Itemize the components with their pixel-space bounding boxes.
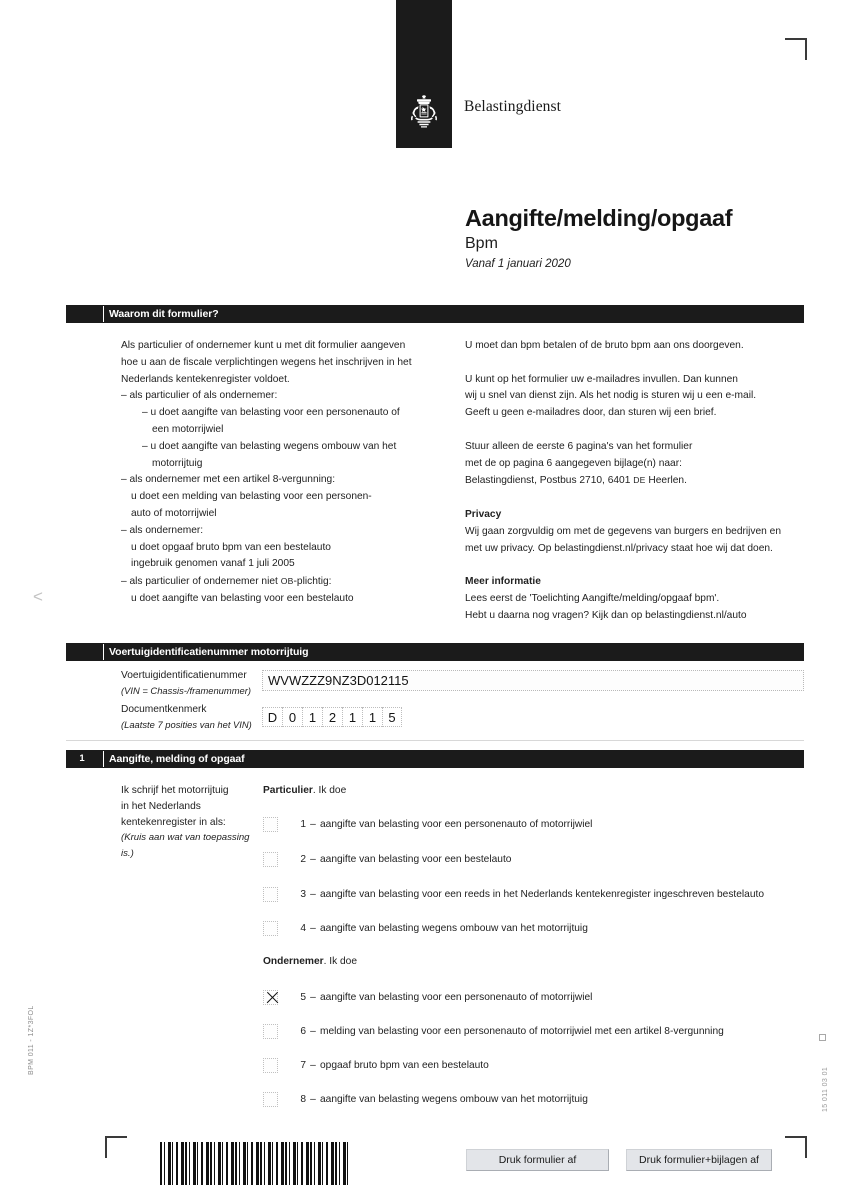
meer-informatie-line: Hebt u daarna nog vragen? Kijk dan op belastingdienst.nl/auto [465, 609, 747, 621]
section-bar-title: Waarom dit formulier? [109, 308, 219, 320]
checkbox[interactable] [263, 921, 278, 936]
intro-line: Nederlands kentekenregister voldoet. [121, 373, 290, 385]
intro-right-column [465, 338, 810, 625]
documentkenmerk-char-cell[interactable]: 1 [342, 707, 362, 727]
documentkenmerk-field-label [121, 702, 271, 732]
section-bar-title: Voertuigidentificatienummer motorrijtuig [109, 646, 309, 658]
documentkenmerk-char-cell[interactable]: 0 [282, 707, 302, 727]
meer-informatie-heading: Meer informatie [465, 576, 541, 588]
address-line: Belastingdienst, Postbus 2710, 6401 DE Heerlen. [465, 475, 687, 487]
intro-bullet-line: u doet aangifte van belasting voor een bestelauto [131, 592, 354, 604]
option-label: aangifte van belasting voor een personenauto of motorrijwiel [320, 818, 593, 830]
option-row-4[interactable] [263, 920, 808, 936]
group-heading-bold: Particulier [263, 785, 313, 796]
privacy-heading: Privacy [465, 508, 502, 520]
aangifte-lead-text [121, 783, 256, 862]
checkbox[interactable] [263, 817, 278, 832]
vin-input[interactable] [262, 670, 804, 691]
section-bar-vin [66, 643, 804, 661]
spacer [465, 355, 810, 372]
intro-bullet-line: – als particulier of als ondernemer: [121, 390, 278, 402]
option-row-1[interactable] [263, 816, 808, 832]
option-number: 1 [300, 818, 306, 830]
option-dash: – [310, 1025, 316, 1037]
option-dash: – [310, 991, 316, 1003]
checkbox[interactable] [263, 1058, 278, 1073]
group-heading-ondernemer: Ondernemer. Ik doe [263, 956, 357, 967]
option-number: 5 [300, 991, 306, 1003]
option-row-7[interactable] [263, 1057, 808, 1073]
option-row-3[interactable] [263, 886, 808, 902]
documentkenmerk-input[interactable] [262, 707, 402, 727]
bar-separator [103, 306, 104, 322]
intro-bullet-line: – als ondernemer met een artikel 8-vergunning: [121, 474, 336, 486]
option-dash: – [310, 853, 316, 865]
intro-bullet-line: u doet opgaaf bruto bpm van een bestelauto [131, 541, 331, 553]
spacer [465, 490, 810, 507]
spacer [465, 422, 810, 439]
small-caps-abbr: OB [280, 576, 294, 587]
documentkenmerk-char-cell[interactable]: 5 [382, 707, 402, 727]
option-row-6[interactable] [263, 1023, 808, 1039]
margin-code-right: 15 011 03 01 [822, 1066, 829, 1112]
option-dash: – [310, 1093, 316, 1105]
intro-bullet-line: auto of motorrijwiel [131, 507, 217, 519]
option-label: aangifte van belasting voor een bestelauto [320, 853, 512, 865]
option-label: aangifte van belasting wegens ombouw van het motorrijtuig [320, 1093, 588, 1105]
option-dash: – [310, 818, 316, 830]
barcode-icon [160, 1142, 350, 1185]
option-label: aangifte van belasting voor een personenauto of motorrijwiel [320, 991, 593, 1003]
section-divider [66, 740, 804, 741]
option-number: 8 [300, 1093, 306, 1105]
intro-bullet-line: – u doet aangifte van belasting voor een personenauto of [142, 407, 400, 419]
privacy-line: met uw privacy. Op belastingdienst.nl/privacy staat hoe wij dat doen. [465, 542, 773, 554]
option-row-5[interactable] [263, 989, 808, 1005]
option-label: melding van belasting voor een personenauto of motorrijwiel met een artikel 8-vergunning [320, 1025, 724, 1037]
vin-label-sub: (VIN = Chassis-/framenummer) [121, 685, 251, 696]
intro-bullet-line: motorrijtuig [152, 457, 203, 469]
group-heading-bold: Ondernemer [263, 956, 324, 967]
section-bar-aangifte [66, 750, 804, 768]
checkbox[interactable] [263, 852, 278, 867]
option-dash: – [310, 922, 316, 934]
intro-bullet-line: ingebruik genomen vanaf 1 juli 2005 [131, 558, 295, 570]
netherlands-coat-of-arms-icon [407, 94, 441, 134]
print-form-attachments-button[interactable]: Druk formulier+bijlagen af [626, 1149, 772, 1171]
intro-line: U moet dan bpm betalen of de bruto bpm aan ons doorgeven. [465, 340, 744, 351]
intro-line: wij u snel van dienst zijn. Als het nodig is sturen wij u een e-mail. [465, 390, 757, 402]
intro-line: Geeft u geen e-mailadres door, dan sturen wij een brief. [465, 407, 717, 419]
intro-line: U kunt op het formulier uw e-mailadres invullen. Dan kunnen [465, 373, 738, 385]
option-label: aangifte van belasting wegens ombouw van het motorrijtuig [320, 922, 588, 934]
intro-bullet-line: u doet een melding van belasting voor een personen- [131, 491, 372, 503]
option-row-8[interactable] [263, 1091, 808, 1107]
intro-bullet-line: – u doet aangifte van belasting wegens ombouw van het [142, 440, 397, 452]
small-caps-abbr: DE [633, 475, 646, 486]
documentkenmerk-char-cell[interactable]: D [262, 707, 282, 727]
crop-mark-bottom-left [105, 1136, 127, 1158]
checkbox[interactable] [263, 1092, 278, 1107]
intro-line: hoe u aan de fiscale verplichtingen wegens het inschrijven in het [121, 356, 412, 368]
documentkenmerk-char-cell[interactable]: 1 [362, 707, 382, 727]
intro-bullet-line: – als ondernemer: [121, 524, 204, 536]
bar-separator [103, 644, 104, 660]
vin-label-main: Voertuigidentificatienummer [121, 670, 247, 681]
lead-line: in het Nederlands [121, 800, 201, 812]
intro-left-column [121, 338, 451, 608]
option-number: 6 [300, 1025, 306, 1037]
print-form-button[interactable]: Druk formulier af [466, 1149, 609, 1171]
vin-field-label [121, 668, 261, 698]
intro-line: Stuur alleen de eerste 6 pagina's van het formulier [465, 440, 693, 452]
option-label: opgaaf bruto bpm van een bestelauto [320, 1059, 489, 1071]
option-number: 3 [300, 888, 306, 900]
option-row-2[interactable] [263, 851, 808, 867]
intro-line: Als particulier of ondernemer kunt u met dit formulier aangeven [121, 340, 406, 351]
margin-code-left: BPM 011 - 1Z*3FOL [28, 1005, 35, 1075]
documentkenmerk-char-cell[interactable]: 1 [302, 707, 322, 727]
option-number: 4 [300, 922, 306, 934]
chevron-left-marker-icon: < [33, 587, 43, 606]
crop-mark-bottom-right [785, 1136, 807, 1158]
intro-bullet-line: – als particulier of ondernemer niet OB-plichtig: [121, 576, 332, 588]
privacy-line: Wij gaan zorgvuldig om met de gegevens van burgers en bedrijven en [465, 525, 781, 537]
intro-bullet-line: een motorrijwiel [152, 423, 224, 435]
section-number: 1 [79, 753, 85, 764]
lead-line: Ik schrijf het motorrijtuig [121, 785, 229, 796]
page-subtitle: Bpm [465, 234, 498, 252]
option-label: aangifte van belasting voor een reeds in het Nederlands kentekenregister ingeschreven bestelauto [320, 888, 765, 900]
form-title-block [465, 206, 732, 270]
documentkenmerk-char-cell[interactable]: 2 [322, 707, 342, 727]
spacer [465, 557, 810, 574]
option-dash: – [310, 1059, 316, 1071]
section-bar-title: Aangifte, melding of opgaaf [109, 753, 245, 765]
checkbox[interactable] [263, 1024, 278, 1039]
lead-hint: (Kruis aan wat van toepassing is.) [121, 832, 250, 860]
group-heading-particulier: Particulier. Ik doe [263, 785, 347, 796]
documentkenmerk-label-main: Documentkenmerk [121, 704, 207, 715]
option-number: 2 [300, 853, 306, 865]
page-title: Aangifte/melding/opgaaf [465, 205, 733, 231]
page-validity: Vanaf 1 januari 2020 [465, 258, 571, 271]
documentkenmerk-label-sub: (Laatste 7 posities van het VIN) [121, 719, 252, 730]
checkbox-checked[interactable] [263, 990, 278, 1005]
lead-line: kentekenregister in als: [121, 816, 226, 828]
checkbox[interactable] [263, 887, 278, 902]
intro-line: met de op pagina 6 aangegeven bijlage(n) naar: [465, 457, 682, 469]
belastingdienst-logo-block [396, 0, 452, 148]
option-number: 7 [300, 1059, 306, 1071]
bar-separator [103, 751, 104, 767]
meer-informatie-line: Lees eerst de 'Toelichting Aangifte/melding/opgaaf bpm'. [465, 592, 720, 604]
option-dash: – [310, 888, 316, 900]
margin-square-icon [819, 1034, 826, 1041]
crop-mark-top-right [785, 38, 807, 60]
brand-wordmark: Belastingdienst [464, 98, 562, 115]
section-bar-waarom [66, 305, 804, 323]
